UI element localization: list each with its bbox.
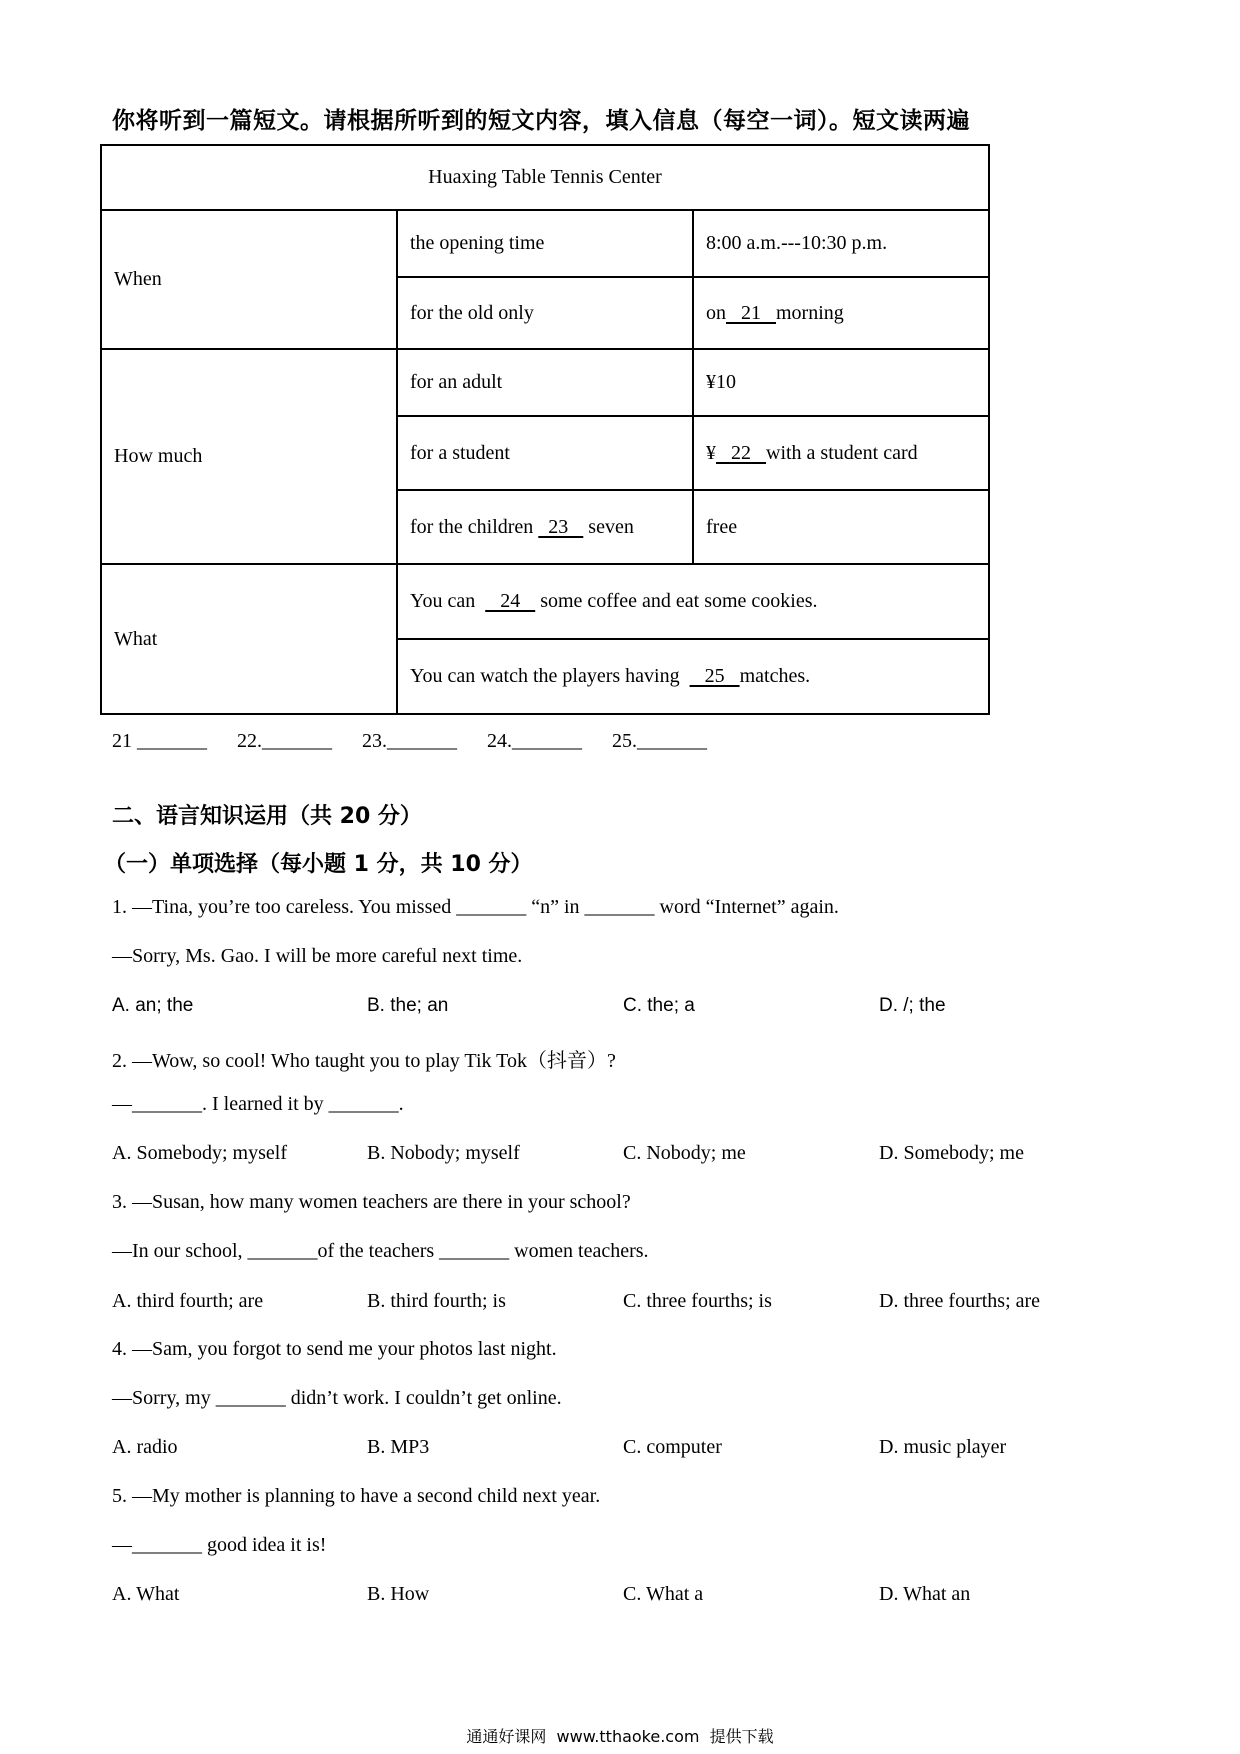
q2-option-d[interactable]: D. Somebody; me (879, 1142, 1024, 1164)
q1-option-d[interactable]: D. /; the (879, 995, 946, 1016)
question-2-reply: —_______. I learned it by _______. (112, 1093, 404, 1115)
cell-old-value (693, 277, 989, 349)
cell-adult-label: for an adult (397, 349, 693, 416)
cell-children-label (397, 490, 693, 564)
cell-opening-label: the opening time (397, 210, 693, 277)
question-1-reply: —Sorry, Ms. Gao. I will be more careful next time. (112, 945, 523, 967)
q5-option-a[interactable]: A. What (112, 1583, 180, 1605)
question-3-prompt: 3. —Susan, how many women teachers are there in your school? (112, 1191, 631, 1213)
question-4-reply: —Sorry, my _______ didn’t work. I couldn’t get online. (112, 1387, 562, 1409)
question-1-prompt: 1. —Tina, you’re too careless. You missed _______ “n” in _______ word “Internet” again. (112, 896, 839, 918)
cell-children-value: free (693, 490, 989, 564)
question-5-prompt: 5. —My mother is planning to have a second child next year. (112, 1485, 601, 1507)
q4-option-c[interactable]: C. computer (623, 1436, 722, 1458)
q5-option-c[interactable]: C. What a (623, 1583, 704, 1605)
q5-option-b[interactable]: B. How (367, 1583, 430, 1605)
cell-watch (397, 639, 989, 714)
q3-option-d[interactable]: D. three fourths; are (879, 1290, 1041, 1312)
watch-pre: You can watch the players having (410, 665, 690, 687)
section-heading: 二、语言知识运用（共 20 分） (112, 804, 422, 829)
q3-option-b[interactable]: B. third fourth; is (367, 1290, 506, 1312)
question-5-reply: —_______ good idea it is! (112, 1534, 327, 1556)
q5-option-d[interactable]: D. What an (879, 1583, 971, 1605)
cell-coffee (397, 564, 989, 639)
subsection-heading: （一）单项选择（每小题 1 分，共 10 分） (104, 852, 533, 877)
row-header-how-much: How much (101, 349, 397, 564)
old-pre: on (706, 301, 726, 324)
table-title: Huaxing Table Tennis Center (101, 145, 989, 210)
question-3-reply: —In our school, _______of the teachers _______ women teachers. (112, 1240, 649, 1262)
q3-option-c[interactable]: C. three fourths; is (623, 1290, 772, 1312)
blank-23: 23 (538, 515, 584, 538)
cell-adult-value: ¥10 (693, 349, 989, 416)
q4-option-b[interactable]: B. MP3 (367, 1436, 430, 1458)
q2-option-b[interactable]: B. Nobody; myself (367, 1142, 520, 1164)
question-4-prompt: 4. —Sam, you forgot to send me your photos last night. (112, 1338, 557, 1360)
answer-line: 21 _______ 22._______ 23._______ 24._______ 25._______ (112, 730, 707, 752)
student-pre: ¥ (706, 441, 716, 464)
page-footer: 通通好课网 www.tthaoke.com 提供下载 (466, 1727, 774, 1746)
info-table (100, 144, 990, 715)
old-post: morning (776, 301, 844, 324)
q4-option-d[interactable]: D. music player (879, 1436, 1007, 1458)
q1-option-b[interactable]: B. the; an (367, 995, 449, 1016)
watch-post: matches. (739, 665, 811, 687)
cell-student-label: for a student (397, 416, 693, 490)
q4-option-a[interactable]: A. radio (112, 1436, 178, 1458)
cell-student-value (693, 416, 989, 490)
children-pre: for the children (410, 515, 539, 538)
blank-25: 25 (689, 665, 740, 687)
q2-option-c[interactable]: C. Nobody; me (623, 1142, 746, 1164)
blank-22: 22 (716, 441, 766, 464)
blank-24: 24 (485, 590, 536, 612)
listening-instruction: 你将听到一篇短文。请根据所听到的短文内容，填入信息（每空一词）。短文读两遍 (112, 108, 970, 134)
q2-option-a[interactable]: A. Somebody; myself (112, 1142, 287, 1164)
q1-option-a[interactable]: A. an; the (112, 995, 194, 1016)
coffee-post: some coffee and eat some cookies. (535, 590, 818, 612)
student-post: with a student card (766, 441, 918, 464)
question-2-prompt: 2. —Wow, so cool! Who taught you to play Tik Tok（抖音）? (112, 1050, 616, 1072)
blank-21: 21 (726, 301, 776, 324)
coffee-pre: You can (410, 590, 486, 612)
cell-opening-value: 8:00 a.m.---10:30 p.m. (693, 210, 989, 277)
children-post: seven (583, 515, 634, 538)
q3-option-a[interactable]: A. third fourth; are (112, 1290, 264, 1312)
cell-old-label: for the old only (397, 277, 693, 349)
q1-option-c[interactable]: C. the; a (623, 995, 695, 1016)
row-header-when: When (101, 210, 397, 349)
row-header-what: What (101, 564, 397, 714)
